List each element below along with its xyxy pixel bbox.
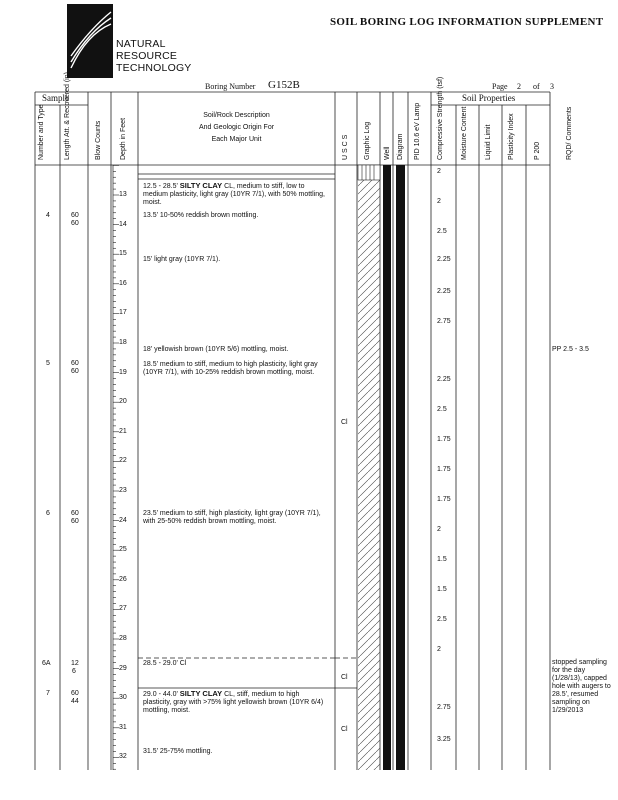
sample-length: 12 — [71, 660, 79, 667]
sample-recovered: 6 — [72, 668, 76, 675]
sample-length: 60 — [71, 212, 79, 219]
depth-label: 22 — [119, 457, 127, 465]
sample-length: 60 — [71, 690, 79, 697]
sample-number: 5 — [46, 360, 50, 367]
page-label: Page — [492, 82, 508, 91]
compressive-strength-value: 2.5 — [437, 616, 447, 623]
sample-number: 7 — [46, 690, 50, 697]
depth-label: 20 — [119, 398, 127, 406]
col-depth: Depth in Feet — [120, 117, 127, 160]
sample-recovered: 44 — [71, 698, 79, 705]
compressive-strength-value: 2 — [437, 198, 441, 205]
compressive-strength-value: 2 — [437, 526, 441, 533]
depth-label: 30 — [119, 694, 127, 702]
depth-label: 32 — [119, 753, 127, 761]
unit-note: 18.5' medium to stiff, medium to high plasticity, light gray (10YR 7/1), with 10-25% reddish brown mottling, moist. — [143, 361, 318, 376]
sample-recovered: 60 — [71, 220, 79, 227]
sample-number: 6 — [46, 510, 50, 517]
depth-label: 15 — [119, 250, 127, 258]
compressive-strength-value: 2.25 — [437, 256, 451, 263]
uscs-code: Cl — [341, 726, 348, 733]
compressive-strength-value: 3.25 — [437, 736, 451, 743]
depth-label: 23 — [119, 487, 127, 494]
col-moisture: Moisture Content — [461, 106, 468, 160]
unit-note: 13.5' 10-50% reddish brown mottling. — [143, 212, 259, 219]
depth-label: 19 — [119, 368, 127, 376]
boring-number-label: Boring Number — [205, 82, 256, 91]
sample-length: 60 — [71, 510, 79, 517]
stop-comment: stopped sampling for the day (1/28/13), capped hole with augers to 28.5', resumed sampling on 1/29/2013 — [552, 659, 611, 714]
col-diagram: Diagram — [397, 133, 404, 160]
depth-label: 31 — [119, 723, 127, 731]
col-graphic-log: Graphic Log — [364, 121, 371, 160]
col-pid: PID 10.6 eV Lamp — [414, 102, 421, 160]
compressive-strength-value: 2 — [437, 646, 441, 653]
depth-label: 16 — [119, 279, 127, 287]
col-rqd-comments: RQD/ Comments — [566, 106, 573, 160]
company-name: NATURAL RESOURCE TECHNOLOGY — [116, 38, 192, 74]
rqd-comment: PP 2.5 - 3.5 — [552, 346, 589, 353]
uscs-code: Cl — [341, 419, 348, 426]
unit-description: 29.0 - 44.0' SILTY CLAY CL, stiff, medium to high plasticity, gray with >75% light yellowish brown (10YR 6/4) mottling, moist. — [143, 689, 324, 714]
col-well: Well — [384, 146, 391, 160]
unit-note: 18' yellowish brown (10YR 5/6) mottling, moist. — [143, 346, 289, 353]
depth-label: 24 — [119, 516, 127, 524]
compressive-strength-value: 1.5 — [437, 556, 447, 563]
depth-label: 25 — [119, 546, 127, 554]
compressive-strength-value: 1.75 — [437, 496, 451, 503]
sample-recovered: 60 — [71, 518, 79, 525]
col-number-type: Number and Type — [38, 104, 45, 160]
depth-label: 28 — [119, 635, 127, 642]
compressive-strength-value: 2.75 — [437, 318, 451, 325]
compressive-strength-value: 1.75 — [437, 436, 451, 443]
unit-note: 31.5' 25-75% mottling. — [143, 748, 213, 755]
unit-description: 28.5 - 29.0' Cl — [143, 660, 187, 667]
page-number: 2 — [517, 82, 521, 91]
compressive-strength-value: 2.25 — [437, 376, 451, 383]
depth-label: 18 — [119, 339, 127, 346]
depth-label: 26 — [119, 575, 127, 583]
soil-properties-header: Soil Properties — [462, 93, 516, 103]
sample-length: 60 — [71, 360, 79, 367]
compressive-strength-value: 2.5 — [437, 406, 447, 413]
compressive-strength-value: 2.5 — [437, 228, 447, 235]
col-description: Soil/Rock Description And Geologic Origin For Each Major Unit — [198, 112, 275, 143]
compressive-strength-value: 2.25 — [437, 288, 451, 295]
depth-label: 13 — [119, 191, 127, 198]
depth-label: 21 — [119, 427, 127, 435]
page-total: 3 — [550, 82, 554, 91]
report-title: SOIL BORING LOG INFORMATION SUPPLEMENT — [330, 16, 604, 28]
compressive-strength-value: 1.75 — [437, 466, 451, 473]
col-blow-counts: Blow Counts — [95, 120, 102, 160]
depth-label: 14 — [119, 220, 127, 228]
col-length-recovered: Length Att. & Recovered (in) — [64, 72, 71, 160]
unit-description: 12.5 - 28.5' SILTY CLAY CL, medium to stiff, low to medium plasticity, light gray (10YR 7/1), with 50% mottling, moist. — [143, 181, 325, 206]
sample-number: 4 — [46, 212, 50, 219]
depth-label: 29 — [119, 664, 127, 672]
sample-number: 6A — [42, 660, 51, 667]
col-uscs: U S C S — [342, 134, 349, 160]
compressive-strength-value: 1.5 — [437, 586, 447, 593]
sample-group-header: Sample — [42, 93, 69, 103]
col-plasticity: Plasticity Index — [508, 113, 515, 160]
unit-note: 23.5' medium to stiff, high plasticity, light gray (10YR 7/1), with 25-50% reddish brown mottling, moist. — [143, 510, 321, 525]
compressive-strength-value: 2.75 — [437, 704, 451, 711]
col-liquid-limit: Liquid Limit — [485, 124, 492, 160]
unit-note: 15' light gray (10YR 7/1). — [143, 256, 221, 263]
depth-label: 27 — [119, 605, 127, 613]
col-compressive: Compressive Strength (tsf) — [437, 76, 444, 160]
boring-number: G152B — [268, 79, 300, 91]
page-of: of — [533, 82, 540, 91]
col-p200: P 200 — [534, 141, 541, 160]
uscs-code: Cl — [341, 674, 348, 681]
sample-recovered: 60 — [71, 368, 79, 375]
depth-label: 17 — [119, 309, 127, 317]
compressive-strength-value: 2 — [437, 168, 441, 175]
